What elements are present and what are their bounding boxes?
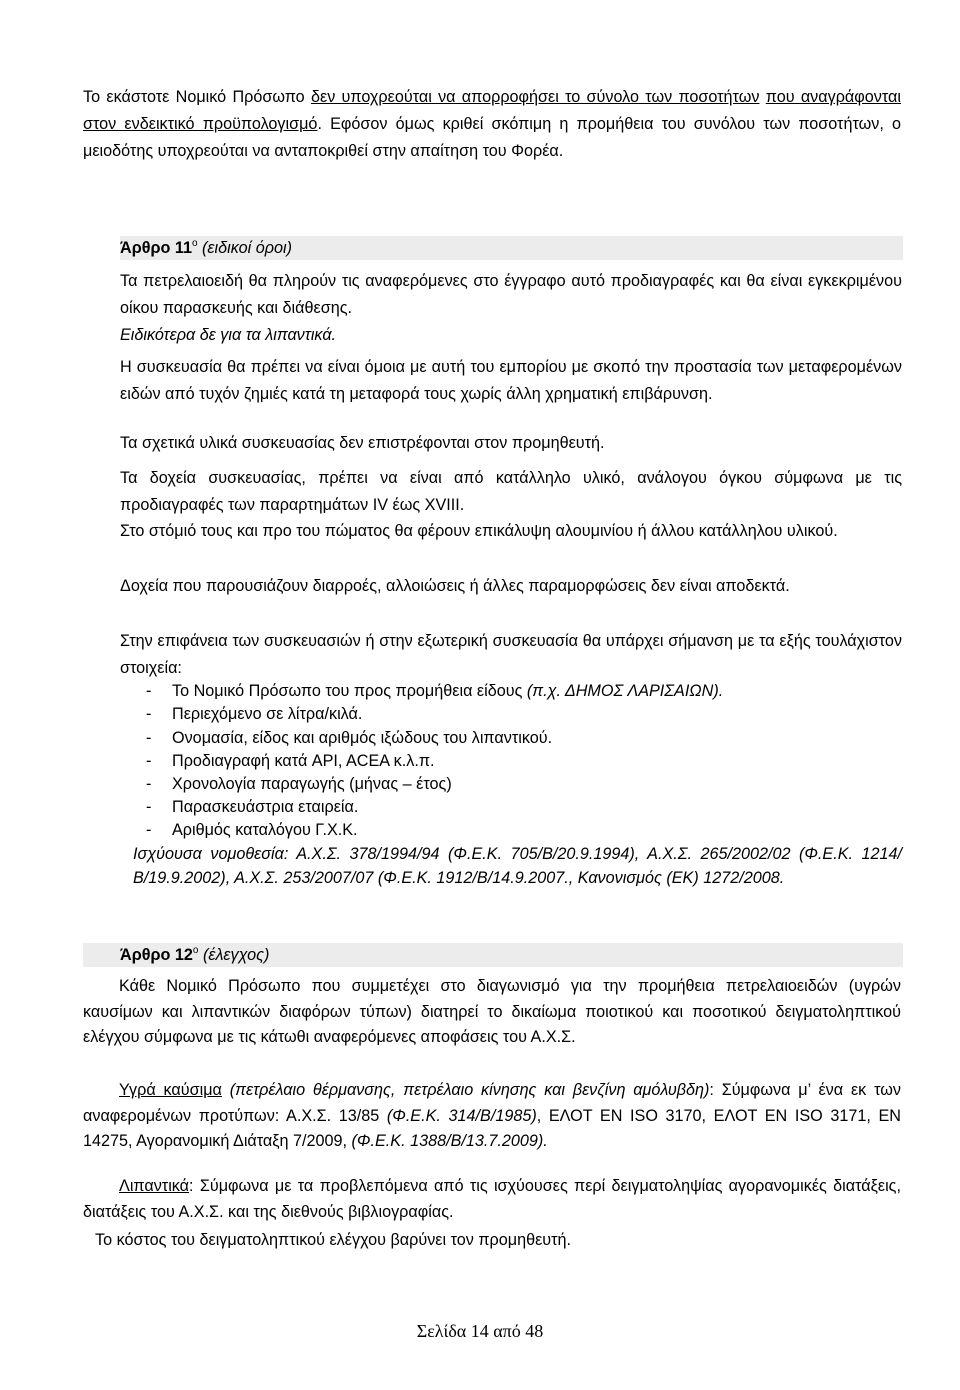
cost-text: Το κόστος του δειγματοληπτικού ελέγχου βαρύνει τον προμηθευτή. bbox=[95, 1231, 572, 1249]
list-dash: - bbox=[146, 752, 152, 770]
article-11-heading bbox=[120, 236, 292, 260]
list-item-text: Ονομασία, είδος και αριθμός ιξώδους του λιπαντικού. bbox=[172, 729, 553, 747]
fuel-gazette-2: (Φ.Ε.Κ. 1388/Β/13.7.2009). bbox=[351, 1132, 548, 1150]
list-item-text: Χρονολογία παραγωγής (μήνας – έτος) bbox=[172, 775, 452, 793]
article-11-subtitle: (ειδικοί όροι) bbox=[202, 239, 292, 257]
article-11-paragraph-5: Τα δοχεία συσκευασίας, πρέπει να είναι από κατάλληλο υλικό, ανάλογου όγκου σύμφωνα με τις προδιαγραφές των παραρτημάτων IV έως XVIII. bbox=[120, 469, 902, 514]
list-item-text: Περιεχόμενο σε λίτρα/κιλά. bbox=[172, 705, 363, 723]
list-dash: - bbox=[146, 798, 152, 816]
intro-text: Το εκάστοτε Νομικό Πρόσωπο bbox=[83, 88, 311, 106]
intro-text-2: . Εφόσον όμως κριθεί σκόπιμη η προμήθεια του συνόλου των ποσοτήτων, ο μειοδότης υποχρεούται να ανταποκριθεί στην απαίτηση του Φορέα. bbox=[83, 115, 902, 160]
fuel-types: (πετρέλαιο θέρμανσης, πετρέλαιο κίνησης και βενζίνη αμόλυβδη) bbox=[221, 1081, 710, 1099]
fuel-text-2: , ΕΛΟΤ ΕΝ ISO 3170, ΕΛΟΤ ΕΝ ISO 3171, ΕΝ 14275, Αγορανομική Διάταξη 7/2009, bbox=[83, 1106, 901, 1150]
legislation-note: Ισχύουσα νομοθεσία: Α.Χ.Σ. 378/1994/94 (Φ.Ε.Κ. 705/Β/20.9.1994), Α.Χ.Σ. 265/2002/02 (Φ.Ε.Κ. 1214/Β/19.9.2002), Α.Χ.Σ. 253/2007/07 (Φ.Ε.Κ. 1912/Β/14.9.2007., Κανονισμός (ΕΚ) 1272/2008. bbox=[133, 845, 902, 887]
list-item-text: Αριθμός καταλόγου Γ.Χ.Κ. bbox=[172, 821, 358, 839]
intro-underlined-text: δεν υποχρεούται να απορροφήσει το σύνολο των ποσοτήτων bbox=[310, 88, 760, 106]
article-12-heading bbox=[120, 943, 269, 967]
lubricants-text: : Σύμφωνα με τα προβλεπόμενα από τις ισχύουσες περί δειγματοληψίας αγορανομικές διατάξεις, διατάξεις του Α.Χ.Σ. και της διεθνούς βιβλιογραφίας. bbox=[83, 1177, 901, 1221]
article-11-sup: ο bbox=[191, 238, 198, 249]
intro-paragraph bbox=[83, 84, 901, 165]
list-item-text: Προδιαγραφή κατά API, ACEA κ.λ.π. bbox=[172, 752, 435, 770]
article-11-paragraph-8: Στην επιφάνεια των συσκευασιών ή στην εξωτερική συσκευασία θα υπάρχει σήμανση με τα εξής τουλάχιστον στοιχεία: bbox=[120, 632, 902, 677]
article-12-subtitle: (έλεγχος) bbox=[202, 946, 270, 964]
list-item-text: Παρασκευάστρια εταιρεία. bbox=[172, 798, 359, 816]
list-dash: - bbox=[146, 682, 152, 700]
list-dash: - bbox=[146, 821, 152, 839]
article-12-paragraph-1-text: Κάθε Νομικό Πρόσωπο που συμμετέχει στο διαγωνισμό για την προμήθεια πετρελαιοειδών (υγρών καυσίμων και λιπαντικών διαφόρων τύπων) διατηρεί το δικαίωμα ποιοτικού και ποσοτικού δειγματοληπτικού ελέγχου σύμφωνα με τις κάτωθι αναφερόμενες αποφάσεις του Α.Χ.Σ. bbox=[83, 977, 901, 1046]
list-item-text: Το Νομικό Πρόσωπο του προς προμήθεια είδους bbox=[172, 682, 527, 700]
article-11-paragraph-4: Τα σχετικά υλικά συσκευασίας δεν επιστρέφονται στον προμηθευτή. bbox=[120, 434, 605, 452]
article-11-paragraph-3: Η συσκευασία θα πρέπει να είναι όμοια με αυτή του εμπορίου με σκοπό την προστασία των μεταφερομένων ειδών από τυχόν ζημιές κατά τη μεταφορά τους χωρίς άλλη χρηματική επιβάρυνση. bbox=[120, 358, 902, 403]
list-item-example: (π.χ. ΔΗΜΟΣ ΛΑΡΙΣΑΙΩΝ). bbox=[526, 682, 724, 700]
fuel-label: Υγρά καύσιμα bbox=[119, 1081, 222, 1099]
article-11-paragraph-6: Στο στόμιό τους και προ του πώματος θα φέρουν επικάλυψη αλουμινίου ή άλλου κατάλληλου υλικού. bbox=[120, 522, 838, 540]
list-dash: - bbox=[146, 775, 152, 793]
article-11-paragraph-2: Ειδικότερα δε για τα λιπαντικά. bbox=[120, 326, 337, 344]
fuel-text: : Σύμφωνα μ’ ένα εκ των αναφερομένων προτύπων: Α.Χ.Σ. 13/85 bbox=[83, 1081, 901, 1125]
article-12-sup: ο bbox=[192, 945, 199, 956]
article-11-title: Άρθρο 11 bbox=[120, 239, 192, 257]
fuel-gazette-1: (Φ.Ε.Κ. 314/Β/1985) bbox=[386, 1106, 537, 1125]
article-12-paragraph-1 bbox=[83, 974, 901, 1051]
list-dash: - bbox=[146, 705, 152, 723]
lubricants-label: Λιπαντικά bbox=[119, 1177, 190, 1195]
fuel-paragraph bbox=[83, 1078, 901, 1155]
list-dash: - bbox=[146, 729, 152, 747]
article-11-paragraph-1: Τα πετρελαιοειδή θα πληρούν τις αναφερόμενες στο έγγραφο αυτό προδιαγραφές και θα είναι εγκεκριμένου οίκου παρασκευής και διάθεσης. bbox=[120, 272, 902, 317]
page-footer: Σελίδα 14 από 48 bbox=[416, 1321, 544, 1341]
intro-underlined-text-2: που αναγράφονται στον ενδεικτικό προϋπολογισμό bbox=[83, 88, 901, 133]
article-12-title: Άρθρο 12 bbox=[120, 946, 193, 964]
lubricants-paragraph bbox=[83, 1174, 901, 1225]
cost-paragraph bbox=[83, 1227, 901, 1254]
article-11-paragraph-7: Δοχεία που παρουσιάζουν διαρροές, αλλοιώσεις ή άλλες παραμορφώσεις δεν είναι αποδεκτά. bbox=[120, 577, 790, 595]
